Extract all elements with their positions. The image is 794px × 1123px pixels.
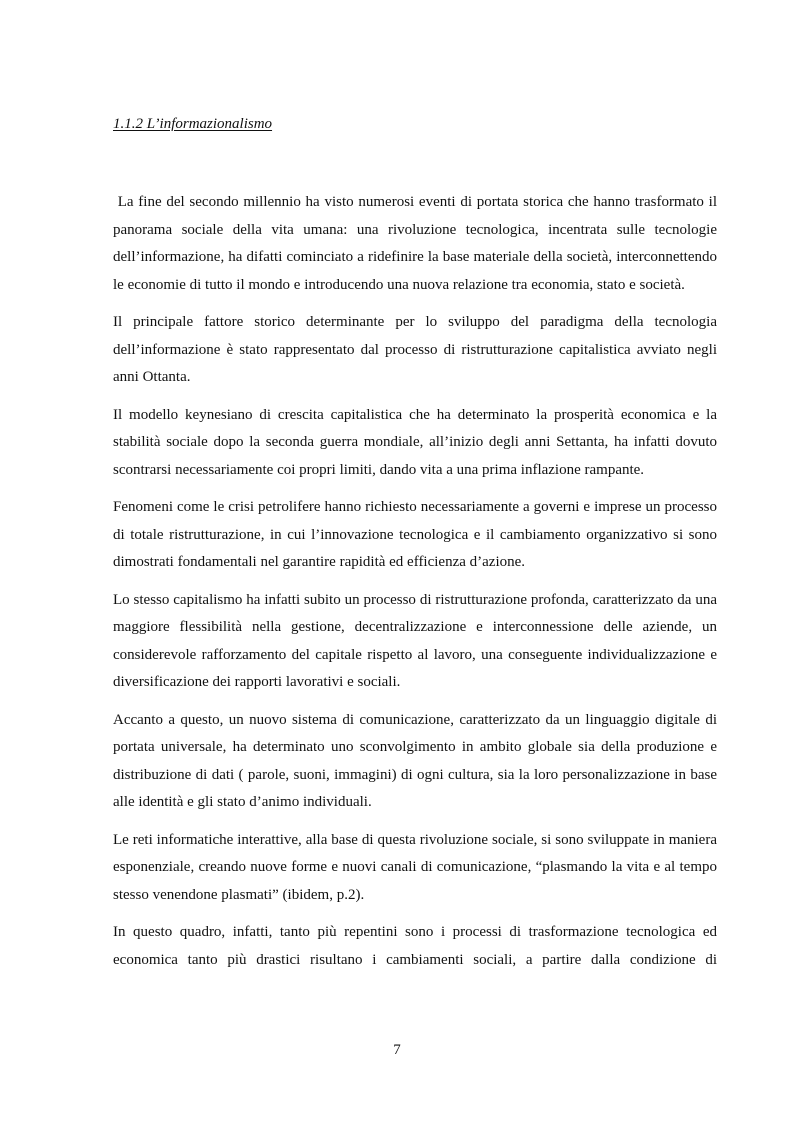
paragraph: Il principale fattore storico determinante per lo sviluppo del paradigma della tecnologia dell’informazione è stato rappresentato dal processo di ristrutturazione capitalistica avviato negli anni Ottanta. — [113, 314, 717, 385]
paragraph: Fenomeni come le crisi petrolifere hanno richiesto necessariamente a governi e imprese un processo di totale ristrutturazione, in cui l’innovazione tecnologica e il cambiamento organizzativo si sono dimostrati fondamentali nel garantire rapidità ed efficienza d’azione. — [113, 499, 717, 570]
paragraph: La fine del secondo millennio ha visto numerosi eventi di portata storica che hanno trasformato il panorama sociale della vita umana: una rivoluzione tecnologica, incentrata sulle tecnologie dell’informazione, ha difatti cominciato a ridefinire la base materiale della società, interconnettendo le economie di tutto il mondo e introducendo una nuova relazione tra economia, stato e società. — [113, 194, 721, 293]
paragraph: Lo stesso capitalismo ha infatti subito un processo di ristrutturazione profonda, caratterizzato da una maggiore flessibilità nella gestione, decentralizzazione e interconnessione delle aziende, un considerevole rafforzamento del capitale rispetto al lavoro, una conseguente individualizzazione e diversificazione dei rapporti lavorativi e sociali. — [113, 591, 717, 690]
paragraph: In questo quadro, infatti, tanto più repentini sono i processi di trasformazione tecnologica ed economica tanto più drastici risultano i cambiamenti sociali, a partire dalla condizione di — [113, 924, 717, 968]
section-heading: 1.1.2 L’informazionalismo — [113, 116, 273, 132]
paragraph: Accanto a questo, un nuovo sistema di comunicazione, caratterizzato da un linguaggio digitale di portata universale, ha determinato uno sconvolgimento in ambito globale sia della produzione e distribuzione di dati ( parole, suoni, immagini) di ogni cultura, sia la loro personalizzazione in base alle identità e gli stato d’animo individuali. — [113, 711, 717, 810]
page-number: 7 — [393, 1042, 401, 1058]
body-text — [113, 189, 721, 984]
paragraph: Il modello keynesiano di crescita capitalistica che ha determinato la prosperità economica e la stabilità sociale dopo la seconda guerra mondiale, all’inizio degli anni Settanta, ha infatti dovuto scontrarsi necessariamente coi propri limiti, dando vita a una prima inflazione rampante. — [113, 406, 717, 478]
paragraph: Le reti informatiche interattive, alla base di questa rivoluzione sociale, si sono sviluppate in maniera esponenziale, creando nuove forme e nuovi canali di comunicazione, “plasmando la vita e al tempo stesso venendone plasmati” (ibidem, p.2). — [113, 831, 717, 903]
